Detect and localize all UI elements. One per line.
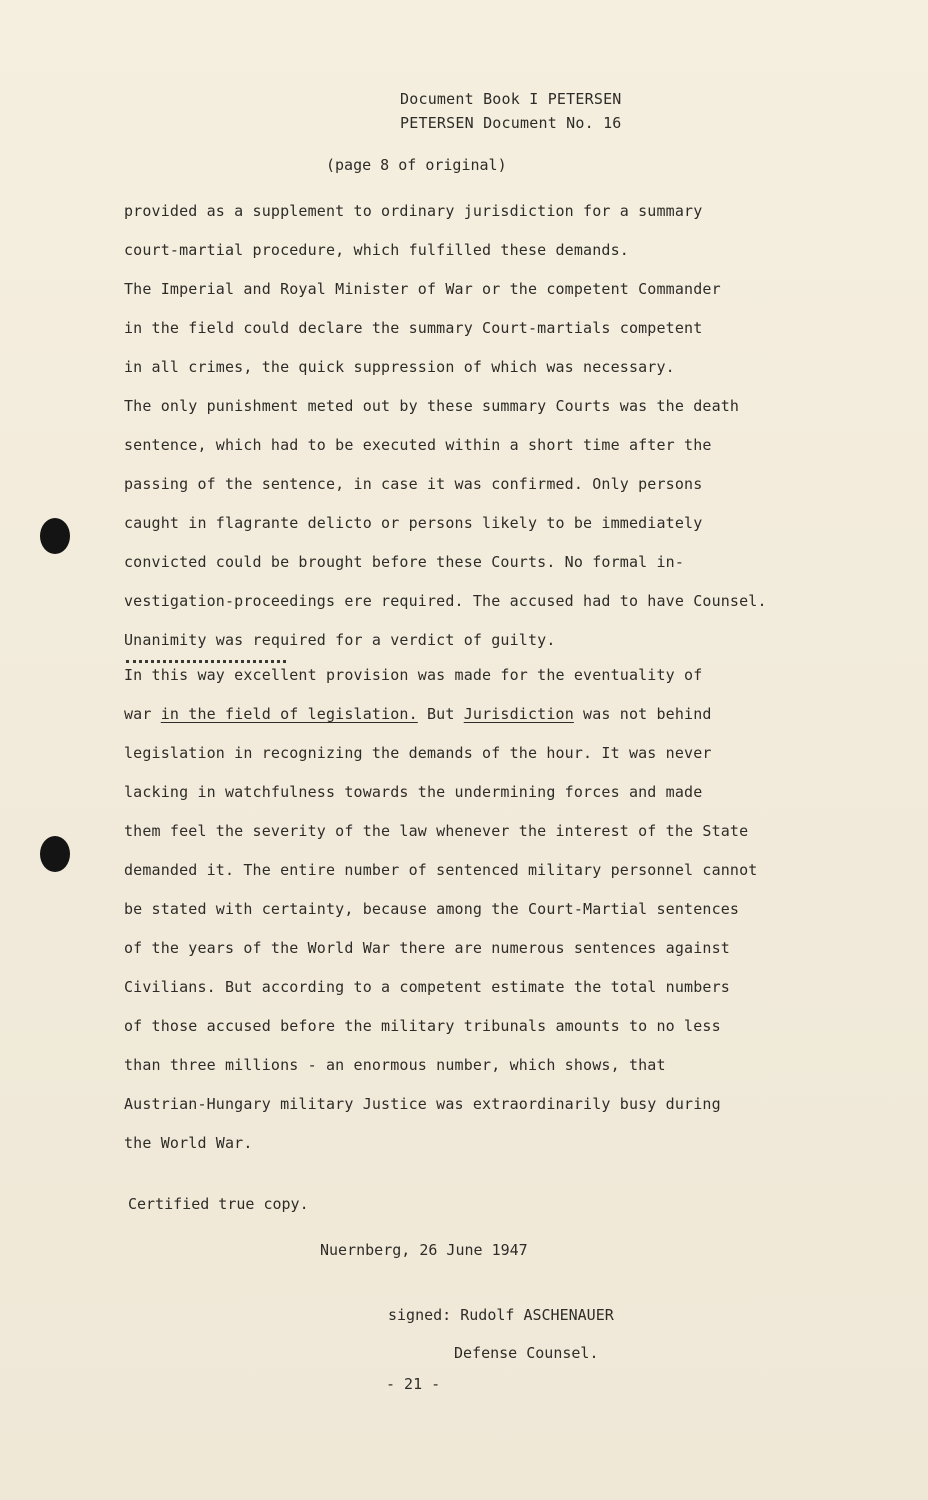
- text-line: sentence, which had to be executed within a short time after the: [124, 436, 712, 454]
- text-line: than three millions - an enormous number, which shows, that: [124, 1056, 666, 1074]
- text-line: In this way excellent provision was made for the eventuality of: [124, 666, 703, 684]
- signature-line: signed: Rudolf ASCHENAUER: [388, 1306, 614, 1324]
- punch-hole-upper: [40, 518, 70, 554]
- text-line: Austrian-Hungary military Justice was extraordinarily busy during: [124, 1095, 721, 1113]
- text-line-legislation: [124, 701, 814, 740]
- original-page-reference: (page 8 of original): [326, 156, 507, 174]
- certified-copy: Certified true copy.: [128, 1195, 309, 1213]
- text-line: legislation in recognizing the demands of the hour. It was never: [124, 744, 712, 762]
- text-line: the World War.: [124, 1134, 253, 1152]
- text-line: in the field could declare the summary Court-martials competent: [124, 319, 703, 337]
- underlined-phrase: in the field of legislation.: [160, 705, 418, 723]
- text-line: convicted could be brought before these Courts. No formal in-: [124, 553, 685, 571]
- text-line: caught in flagrante delicto or persons likely to be immediately: [124, 514, 703, 532]
- text-line: The only punishment meted out by these summary Courts was the death: [124, 397, 740, 415]
- document-number-line: PETERSEN Document No. 16: [400, 114, 622, 132]
- text-line: in all crimes, the quick suppression of which was necessary.: [124, 358, 675, 376]
- text-line: court-martial procedure, which fulfilled these demands.: [124, 241, 629, 259]
- text-line: them feel the severity of the law whenever the interest of the State: [124, 822, 749, 840]
- text-line: Civilians. But according to a competent estimate the total numbers: [124, 978, 730, 996]
- page-number: - 21 -: [386, 1375, 441, 1393]
- underlined-word-jurisdiction: Jurisdiction: [463, 705, 574, 723]
- text-line: of the years of the World War there are numerous sentences against: [124, 939, 730, 957]
- text-line: lacking in watchfulness towards the undermining forces and made: [124, 783, 703, 801]
- text-segment: war: [124, 705, 161, 723]
- document-book-line: Document Book I PETERSEN: [400, 90, 622, 108]
- text-line: vestigation-proceedings ere required. The accused had to have Counsel.: [124, 592, 767, 610]
- text-line: passing of the sentence, in case it was confirmed. Only persons: [124, 475, 703, 493]
- punch-hole-lower: [40, 836, 70, 872]
- text-line: demanded it. The entire number of sentenced military personnel cannot: [124, 861, 758, 879]
- text-line: of those accused before the military tribunals amounts to no less: [124, 1017, 721, 1035]
- text-segment: was not behind: [573, 705, 712, 723]
- body-text: [124, 198, 814, 1169]
- dotted-underline-mark: [126, 660, 286, 667]
- text-line: Unanimity was required for a verdict of guilty.: [124, 631, 556, 649]
- signer-title: Defense Counsel.: [454, 1344, 599, 1362]
- text-segment: But: [417, 705, 464, 723]
- text-line: provided as a supplement to ordinary jurisdiction for a summary: [124, 202, 703, 220]
- place-and-date: Nuernberg, 26 June 1947: [320, 1241, 528, 1259]
- text-line: The Imperial and Royal Minister of War or the competent Commander: [124, 280, 721, 298]
- text-line: be stated with certainty, because among the Court-Martial sentences: [124, 900, 740, 918]
